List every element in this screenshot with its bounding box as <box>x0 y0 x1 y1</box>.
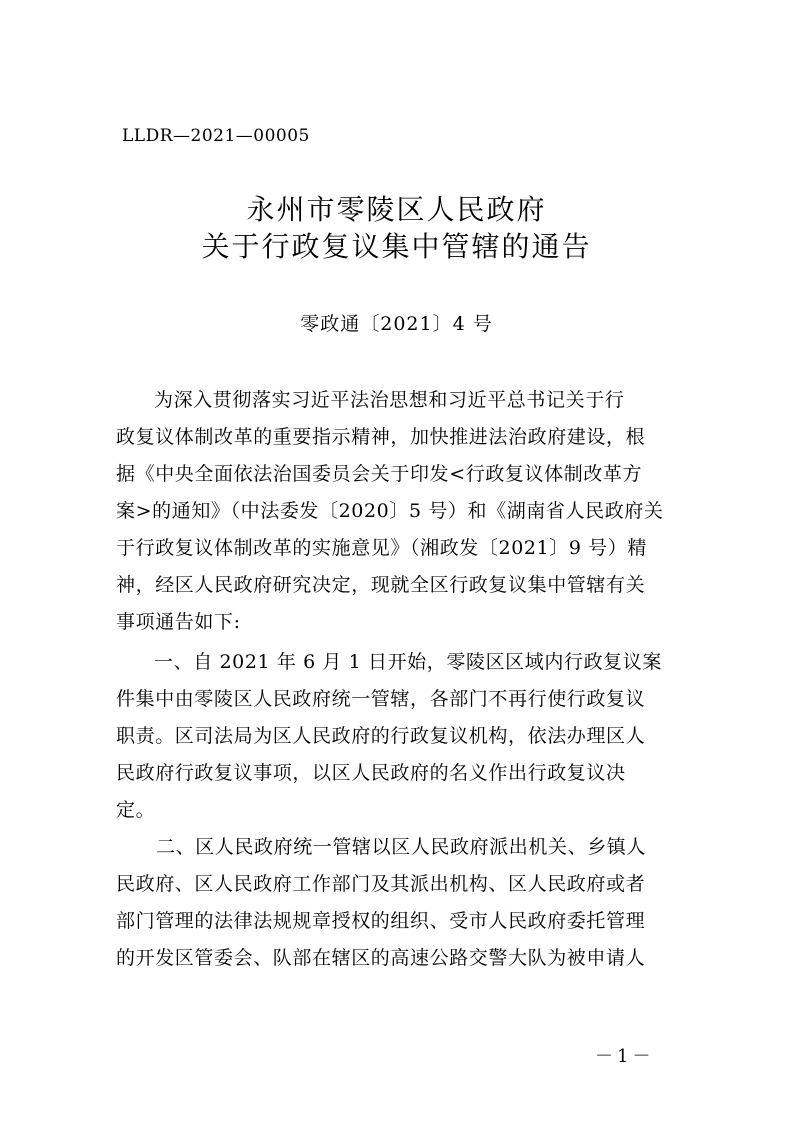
paragraph-3-line-4: 的开发区管委会、队部在辖区的高速公路交警大队为被申请人 <box>116 947 646 969</box>
paragraph-2-line-1: 一、自 2021 年 6 月 1 日开始，零陵区区域内行政复议案 <box>154 651 662 673</box>
paragraph-1-line-2: 政复议体制改革的重要指示精神，加快推进法治政府建设，根 <box>116 426 646 448</box>
paragraph-1-line-1: 为深入贯彻落实习近平法治思想和习近平总书记关于行 <box>154 389 625 411</box>
paragraph-1-line-3: 据《中央全面依法治国委员会关于印发<行政复议体制改革方 <box>116 463 643 485</box>
document-title-line-1: 永州市零陵区人民政府 <box>246 193 547 226</box>
paragraph-3-line-1: 二、区人民政府统一管辖以区人民政府派出机关、乡镇人 <box>156 836 647 858</box>
paragraph-2-line-2: 件集中由零陵区人民政府统一管辖，各部门不再行使行政复议 <box>116 688 646 710</box>
document-title-line-2: 关于行政复议集中管辖的通告 <box>201 230 592 263</box>
document-number: 零政通〔2021〕4 号 <box>300 313 493 335</box>
page-number: －1－ <box>595 1046 655 1067</box>
paragraph-3-line-2: 民政府、区人民政府工作部门及其派出机构、区人民政府或者 <box>116 873 646 895</box>
paragraph-1-line-5: 于行政复议体制改革的实施意见》（湘政发〔2021〕9 号）精 <box>116 537 647 559</box>
paragraph-2-line-3: 职责。区司法局为区人民政府的行政复议机构，依法办理区人 <box>116 725 646 747</box>
paragraph-1-line-4: 案>的通知》（中法委发〔2020〕5 号）和《湖南省人民政府关 <box>116 500 664 522</box>
paragraph-1-line-7: 事项通告如下: <box>116 611 241 633</box>
paragraph-2-line-5: 定。 <box>116 799 156 821</box>
paragraph-1-line-6: 神，经区人民政府研究决定，现就全区行政复议集中管辖有关 <box>116 574 646 596</box>
paragraph-2-line-4: 民政府行政复议事项，以区人民政府的名义作出行政复议决 <box>116 762 626 784</box>
document-code: LLDR—2021—00005 <box>122 126 310 146</box>
paragraph-3-line-3: 部门管理的法律法规规章授权的组织、受市人民政府委托管理 <box>116 910 646 932</box>
